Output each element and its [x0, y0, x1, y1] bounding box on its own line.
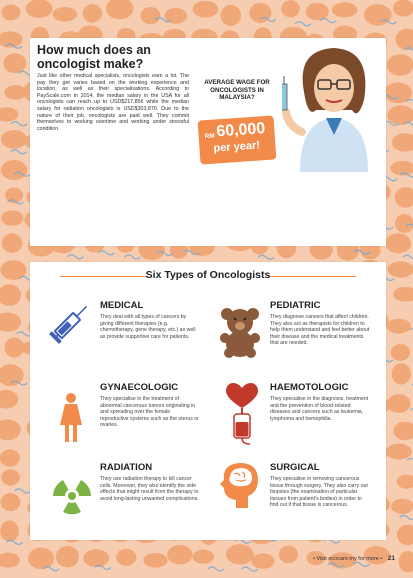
- wage-period: per year!: [213, 139, 261, 155]
- syringe-icon: [45, 296, 97, 348]
- type-title-medical: MEDICAL: [100, 300, 144, 311]
- type-desc-haemotologic: They specialise in the diagnosis, treatment and the prevention of blood-related diseases and cancers such as leukemia, lymphoma and hemophilia.: [270, 396, 369, 422]
- teddy-bear-icon: [218, 306, 262, 358]
- footer-link[interactable]: • Visit ecocare.my for more •: [313, 556, 383, 562]
- page-number: 21: [387, 555, 395, 562]
- type-desc-medical: They deal with all types of cancers by giving different therapies (e.g. chemotherapy, gene therapy, etc.) as well as provide supportive care for patients.: [100, 314, 196, 340]
- type-title-radiation: RADIATION: [100, 462, 153, 473]
- type-title-pediatric: PEDIATRIC: [270, 300, 321, 311]
- blood-bag-icon: [220, 380, 264, 446]
- type-desc-surgical: They specialise in removing cancerous tissue through surgery. They also carry out biopsies (the examination of particular tissues from patient's bodies) in order to find out if that tissue is cancerous.: [270, 476, 368, 508]
- type-title-surgical: SURGICAL: [270, 462, 320, 473]
- brain-head-icon: [216, 460, 264, 510]
- wage-amount: 60,000: [215, 120, 266, 141]
- page-footer: [313, 555, 395, 562]
- wage-heading: How much does an oncologist make?: [37, 43, 151, 71]
- doctor-illustration: [282, 40, 384, 172]
- radiation-icon: [50, 474, 94, 518]
- type-title-haemotologic: HAEMOTOLOGIC: [270, 382, 349, 393]
- type-desc-radiation: They use radiation therapy to kill cancer cells. Moreover, they also identify the side effects that might result from the therapy to avoid long-lasting unwanted complications.: [100, 476, 199, 502]
- intro-paragraph: Just like other medical specialists, oncologists earn a lot. The pay they get varies based on the working experience and location, as well as their specialisations. According to PayScale.com in 2014, the median salary in the USA for all oncologists can reach up to USD$217,856 while the median salary for radiation oncologists is USD$303,870. Due to the nature of their job, oncologists are paid well. They commit themselves to working overtime and working under stressful condition.: [37, 73, 189, 132]
- wage-currency: RM: [204, 132, 216, 141]
- types-heading: Six Types of Oncologists: [145, 269, 271, 281]
- wage-badge: [198, 115, 277, 164]
- type-desc-pediatric: They diagnose cancers that affect children. They also act as therapists for children to help them understand and feel better about their disease and the medical treatments that are needed.: [270, 314, 370, 346]
- type-title-gynaecologic: GYNAECOLOGIC: [100, 382, 179, 393]
- type-desc-gynaecologic: They specialise in the treatment of abnormal cancerous tumors originating in and spreading over the female reproductive systems such as the uterus or ovaries.: [100, 396, 199, 428]
- female-icon: [58, 393, 84, 443]
- wage-question: AVERAGE WAGE FOR ONCOLOGISTS IN MALAYSIA?: [204, 79, 270, 102]
